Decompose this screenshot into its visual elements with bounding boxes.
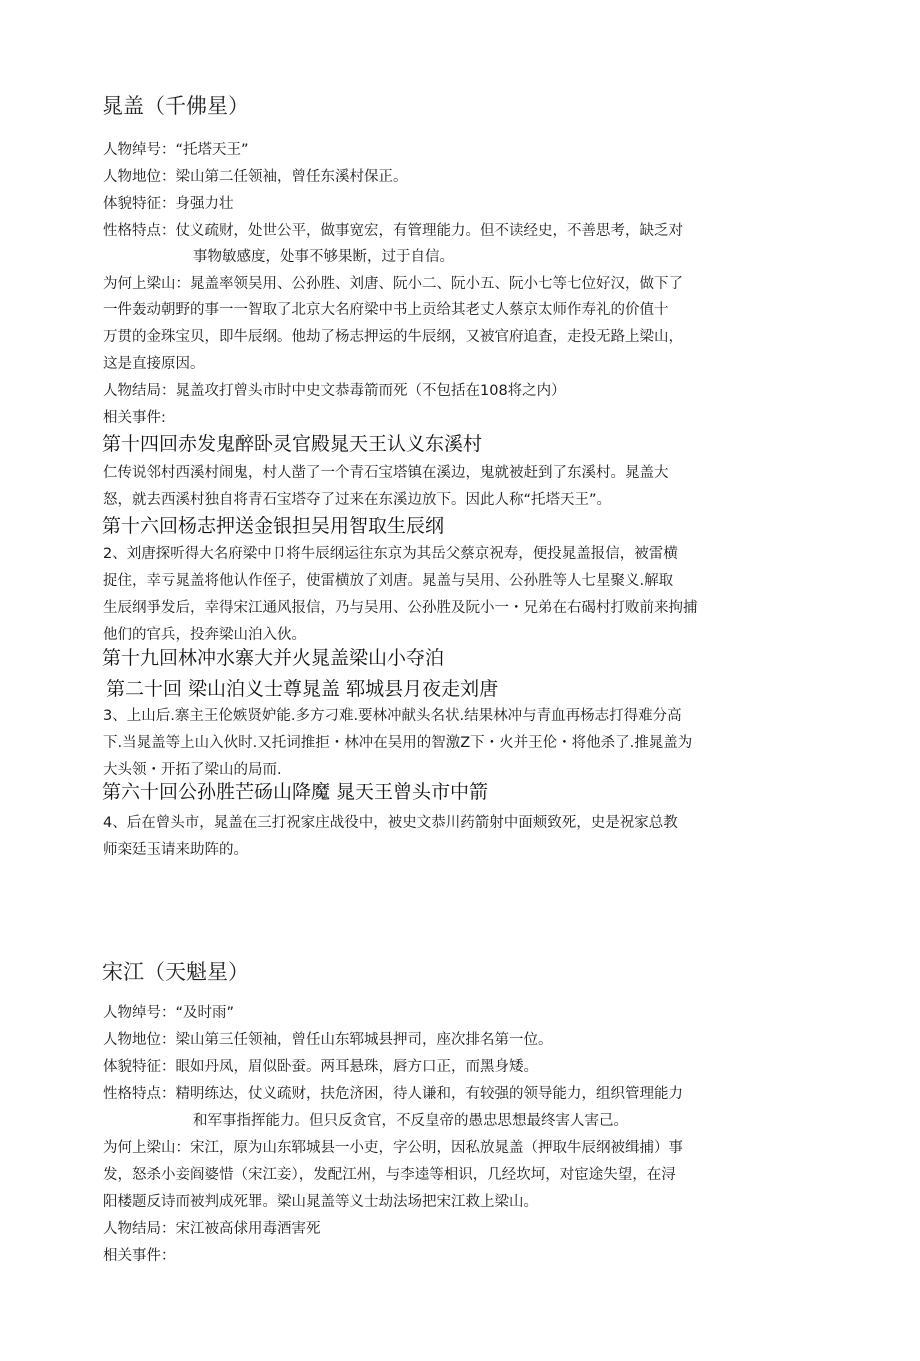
reason-line: 为何上梁山：宋江，原为山东郓城县一小吏，字公明，因私放晁盖（押取牛辰纲被缉捕）事: [103, 1140, 683, 1156]
nickname-line: 人物绰号：“托塔天王”: [103, 142, 249, 158]
event-text-line: 大头领・开拓了梁山的局而.: [103, 762, 282, 778]
reason-line: 万贯的金珠宝贝，即牛辰纲。他劫了杨志押运的牛辰纲，又被官府追査，走投无路上梁山，: [103, 329, 683, 345]
event-text-line: 捉住，幸亏晁盖将他认作侄子，使雷横放了刘唐。晁盖与吴用、公孙胜等人七星聚义.解取: [103, 573, 674, 589]
event-text-line: 4、后在曾头市，晁盖在三打祝家庄战役中，被史文恭川药箭射中面颊致死，史是祝家总教: [103, 815, 678, 831]
reason-line: 这是直接原因。: [103, 356, 205, 372]
reason-line: 发，怒杀小妾阎婆惜（宋江妾），发配江州，与李逵等相识，几经坎坷，对宦途失望，在浔: [103, 1167, 676, 1183]
event-text-line: 3、上山后.寨主王伦嫉贤妒能.多方刁难.要林冲献头名状.结果林冲与青血再杨志打得难分高: [103, 708, 682, 724]
section-title-chao-gai: 晁盖（千佛星）: [102, 94, 249, 118]
chapter-heading: 第二十回 梁山泊义士尊晁盖 郓城县月夜走刘唐: [106, 678, 499, 700]
status-line: 人物地位：梁山第三任领袖，曾任山东郓城县押司，座次排名第一位。: [103, 1032, 553, 1048]
chapter-heading: 第十九回林冲水寨大并火晁盖梁山小夺泊: [102, 647, 445, 669]
ending-line: 人物结局：晁盖攻打曾头市时中史文恭毒箭而死（不包括在108将之内）: [103, 383, 566, 399]
reason-line: 为何上梁山：晁盖率领吴用、公孙胜、刘唐、阮小二、阮小五、阮小七等七位好汉，做下了: [103, 276, 683, 292]
chapter-heading: 第十六回杨志押送金银担吴用智取生辰纲: [102, 515, 445, 537]
event-text-line: 师栾廷玉请来助阵的。: [103, 842, 248, 858]
chapter-heading: 第六十回公孙胜芒砀山降魔 晁天王曾头市中箭: [102, 781, 489, 803]
section-title-song-jiang: 宋江（天魁星）: [102, 960, 249, 984]
personality-line: 性格特点：仗义疏财，处世公平，做事宽宏，有管理能力。但不读经史，不善思考，缺乏对: [103, 223, 683, 239]
personality-line: 性格特点：精明练达，仗义疏财，扶危济困，待人谦和，有较强的领导能力，组织管理能力: [103, 1086, 683, 1102]
personality-line: 事物敏感度，处事不够果断，过于自信。: [193, 249, 454, 265]
event-text-line: 生辰纲爭发后，幸得宋江通风报信，乃与吴用、公孙胜及阮小一・兄弟在右碣村打败前来拘捕: [103, 600, 698, 616]
status-line: 人物地位：梁山第二任领袖，曾任东溪村保正。: [103, 169, 408, 185]
ending-line: 人物结局：宋江被高俅用毒酒害死: [103, 1221, 321, 1237]
event-text-line: 下.当晁盖等上山入伙时.又托词推拒・林冲在吴用的智激Z下・火并王伦・将他杀了.推晁盖为: [103, 735, 693, 751]
personality-line: 和军事指挥能力。但只反贪官，不反皇帝的愚忠思想最终害人害己。: [193, 1113, 628, 1129]
reason-line: 一件轰动朝野的事一一智取了北京大名府梁中书上贡给其老丈人蔡京太师作寿礼的价值十: [103, 302, 669, 318]
chapter-heading: 第十四回赤发鬼醉卧灵官殿晁天王认义东溪村: [102, 433, 483, 455]
event-text-line: 他们的官兵，投奔梁山泊入伙。: [103, 627, 306, 643]
event-text-line: 怒，就去西溪村独自将青石宝塔夺了过来在东溪边放下。因此人称“托塔天王”。: [103, 492, 612, 508]
events-label: 相关事件:: [103, 410, 166, 426]
nickname-line: 人物绰号：“及时雨”: [103, 1005, 235, 1021]
event-text-line: 2、刘唐探听得大名府梁中卩将牛辰纲运往东京为其岳父蔡京祝寿，便投晁盖报信，被雷横: [103, 546, 678, 562]
event-text-line: 仁传说邻村西溪村闹鬼，村人凿了一个青石宝塔镇在溪边，鬼就被赶到了东溪村。晁盖大: [103, 465, 669, 481]
appearance-line: 体貌特征：身强力壮: [103, 196, 234, 212]
reason-line: 阳楼题反诗而被判成死罪。梁山晁盖等义士劫法场把宋江救上梁山。: [103, 1194, 538, 1210]
events-label: 相关事件：: [103, 1248, 176, 1264]
appearance-line: 体貌特征：眼如丹凤，眉似卧蚕。两耳悬珠，唇方口正，而黑身矮。: [103, 1059, 538, 1075]
